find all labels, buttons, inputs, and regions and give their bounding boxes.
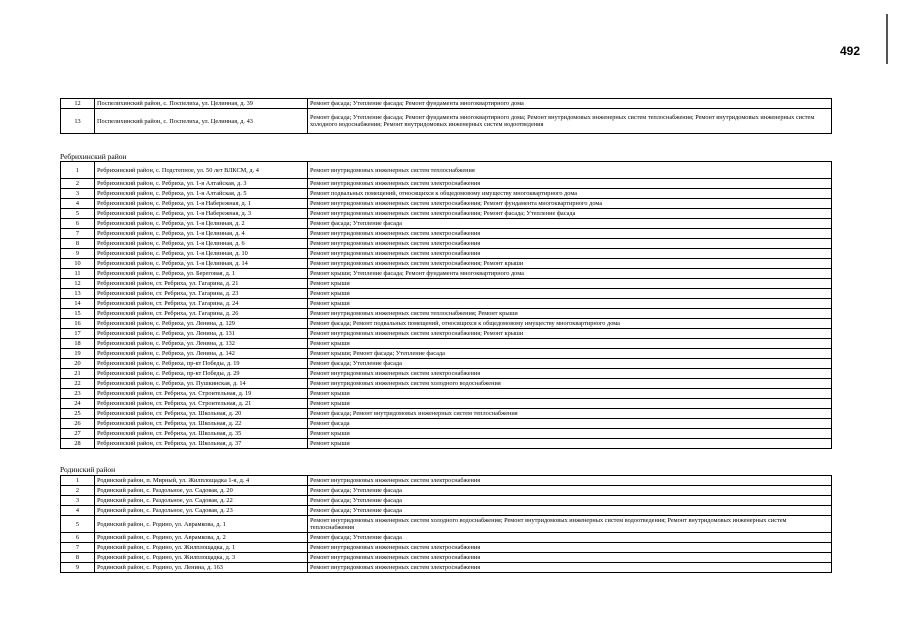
row-work: Ремонт крыши <box>308 439 832 449</box>
row-address: Ребрихинский район, ст. Ребриха, ул. Гагарина, д. 21 <box>95 279 308 289</box>
row-number: 21 <box>61 369 95 379</box>
table-district-2 <box>60 161 832 449</box>
table-row <box>61 409 832 419</box>
row-address: Ребрихинский район, ст. Ребриха, ул. Гагарина, д. 23 <box>95 289 308 299</box>
district-heading: Ребрихинский район <box>60 152 127 161</box>
row-address: Ребрихинский район, ст. Ребриха, ул. Школьная, д. 22 <box>95 419 308 429</box>
row-address: Ребрихинский район, с. Ребриха, ул. Пушкинская, д. 14 <box>95 379 308 389</box>
table-row <box>61 289 832 299</box>
row-number: 3 <box>61 496 95 506</box>
row-address: Ребрихинский район, ст. Ребриха, ул. Школьная, д. 35 <box>95 429 308 439</box>
row-number: 3 <box>61 189 95 199</box>
row-work: Ремонт крыши; Утепление фасада; Ремонт фундамента многоквартирного дома <box>308 269 832 279</box>
row-number: 17 <box>61 329 95 339</box>
table-row <box>61 99 832 109</box>
row-address: Поспелихинский район, с. Поспелиха, ул. Целинная, д. 39 <box>95 99 308 109</box>
row-work: Ремонт фасада <box>308 419 832 429</box>
row-work: Ремонт внутридомовых инженерных систем электроснабжения <box>308 249 832 259</box>
row-number: 6 <box>61 219 95 229</box>
row-work: Ремонт крыши <box>308 299 832 309</box>
row-number: 11 <box>61 269 95 279</box>
row-number: 16 <box>61 319 95 329</box>
table-row <box>61 259 832 269</box>
page-number: 492 <box>839 44 860 58</box>
row-number: 10 <box>61 259 95 269</box>
row-work: Ремонт внутридомовых инженерных систем электроснабжения <box>308 553 832 563</box>
row-work: Ремонт внутридомовых инженерных систем электроснабжения; Ремонт фундамента многоквартирного дома <box>308 199 832 209</box>
row-address: Родинский район, с. Родино, ул. Жилплощадка, д. 1 <box>95 543 308 553</box>
row-number: 20 <box>61 359 95 369</box>
row-work: Ремонт внутридомовых инженерных систем электроснабжения; Ремонт крыши <box>308 329 832 339</box>
row-number: 18 <box>61 339 95 349</box>
row-number: 19 <box>61 349 95 359</box>
row-work: Ремонт внутридомовых инженерных систем холодного водоснабжения <box>308 379 832 389</box>
row-number: 12 <box>61 99 95 109</box>
table-row <box>61 279 832 289</box>
row-work: Ремонт крыши <box>308 399 832 409</box>
table-row <box>61 389 832 399</box>
row-number: 15 <box>61 309 95 319</box>
row-address: Ребрихинский район, с. Ребриха, ул. 1-я Целинная, д. 6 <box>95 239 308 249</box>
table-row <box>61 299 832 309</box>
row-work: Ремонт крыши <box>308 279 832 289</box>
row-number: 4 <box>61 506 95 516</box>
table-row <box>61 269 832 279</box>
row-number: 26 <box>61 419 95 429</box>
table-row <box>61 379 832 389</box>
row-number: 8 <box>61 553 95 563</box>
row-address: Ребрихинский район, с. Ребриха, ул. Ленина, д. 132 <box>95 339 308 349</box>
row-address: Ребрихинский район, с. Ребриха, пр-кт Победы, д. 19 <box>95 359 308 369</box>
row-address: Ребрихинский район, ст. Ребриха, ул. Школьная, д. 37 <box>95 439 308 449</box>
row-address: Родинский район, с. Родино, ул. Жилплощадка, д. 3 <box>95 553 308 563</box>
row-number: 5 <box>61 209 95 219</box>
table-row <box>61 563 832 573</box>
row-work: Ремонт фасада; Утепление фасада; Ремонт фундамента многоквартирного дома; Ремонт внутридомовых инженерных систем теплоснабжения; Ремонт внутридомовых инженерных систем холодного водоснабжения; Ремонт внутридомовых инженерных систем водоотведения <box>308 109 832 134</box>
row-number: 9 <box>61 563 95 573</box>
table-row <box>61 419 832 429</box>
table-row <box>61 429 832 439</box>
row-address: Ребрихинский район, с. Ребриха, ул. 1-я Набережная, д. 3 <box>95 209 308 219</box>
row-work: Ремонт подвальных помещений, относящихся к общедомовому имуществу многоквартирного дома <box>308 189 832 199</box>
row-address: Родинский район, с. Родино, ул. Аврамкова, д. 1 <box>95 516 308 533</box>
row-work: Ремонт внутридомовых инженерных систем теплоснабжения; Ремонт крыши <box>308 309 832 319</box>
row-number: 27 <box>61 429 95 439</box>
row-work: Ремонт внутридомовых инженерных систем электроснабжения <box>308 239 832 249</box>
row-address: Ребрихинский район, с. Ребриха, ул. Береговая, д. 1 <box>95 269 308 279</box>
table-row <box>61 369 832 379</box>
row-work: Ремонт внутридомовых инженерных систем электроснабжения <box>308 179 832 189</box>
row-work: Ремонт крыши <box>308 429 832 439</box>
table-row <box>61 249 832 259</box>
row-work: Ремонт внутридомовых инженерных систем электроснабжения; Ремонт фасада; Утепление фасада <box>308 209 832 219</box>
row-number: 23 <box>61 389 95 399</box>
row-number: 4 <box>61 199 95 209</box>
row-number: 7 <box>61 543 95 553</box>
row-work: Ремонт внутридомовых инженерных систем теплоснабжения <box>308 162 832 179</box>
row-address: Ребрихинский район, с. Ребриха, ул. 1-я Набережная, д. 1 <box>95 199 308 209</box>
table-row <box>61 533 832 543</box>
table-row <box>61 162 832 179</box>
row-number: 2 <box>61 179 95 189</box>
row-address: Поспелихинский район, с. Поспелиха, ул. Целинная, д. 43 <box>95 109 308 134</box>
table-row <box>61 486 832 496</box>
row-number: 25 <box>61 409 95 419</box>
table-row <box>61 399 832 409</box>
row-work: Ремонт крыши <box>308 389 832 399</box>
row-work: Ремонт фасада; Ремонт внутридомовых инженерных систем теплоснабжения <box>308 409 832 419</box>
row-address: Родинский район, с. Раздольное, ул. Садовая, д. 20 <box>95 486 308 496</box>
table-row <box>61 179 832 189</box>
row-address: Родинский район, с. Родино, ул. Аврамкова, д. 2 <box>95 533 308 543</box>
row-work: Ремонт внутридомовых инженерных систем электроснабжения <box>308 229 832 239</box>
table-row <box>61 229 832 239</box>
row-work: Ремонт фасада; Ремонт подвальных помещений, относящихся к общедомовому имуществу многоквартирного дома <box>308 319 832 329</box>
row-address: Ребрихинский район, с. Ребриха, пр-кт Победы, д. 29 <box>95 369 308 379</box>
table-block-1 <box>60 98 832 134</box>
row-number: 2 <box>61 486 95 496</box>
row-number: 13 <box>61 289 95 299</box>
table-row <box>61 339 832 349</box>
row-number: 22 <box>61 379 95 389</box>
table-row <box>61 476 832 486</box>
row-number: 14 <box>61 299 95 309</box>
table-row <box>61 239 832 249</box>
table-row <box>61 439 832 449</box>
row-address: Ребрихинский район, с. Ребриха, ул. Ленина, д. 142 <box>95 349 308 359</box>
row-address: Ребрихинский район, с. Ребриха, ул. 1-я Алтайская, д. 5 <box>95 189 308 199</box>
table-row <box>61 359 832 369</box>
table-district-3 <box>60 475 832 573</box>
row-work: Ремонт фасада; Утепление фасада <box>308 533 832 543</box>
district-heading: Родинский район <box>60 465 116 474</box>
table-row <box>61 189 832 199</box>
row-work: Ремонт внутридомовых инженерных систем электроснабжения <box>308 476 832 486</box>
row-work: Ремонт фасада; Утепление фасада <box>308 219 832 229</box>
table-row <box>61 516 832 533</box>
table-row <box>61 109 832 134</box>
row-address: Ребрихинский район, с. Ребриха, ул. 1-я Целинная, д. 10 <box>95 249 308 259</box>
row-work: Ремонт фасада; Утепление фасада <box>308 486 832 496</box>
row-address: Ребрихинский район, с. Ребриха, ул. 1-я Алтайская, д. 3 <box>95 179 308 189</box>
table-row <box>61 319 832 329</box>
row-work: Ремонт внутридомовых инженерных систем холодного водоснабжения; Ремонт внутридомовых инженерных систем водоотведения; Ремонт внутридомовых инженерных систем теплоснабжения <box>308 516 832 533</box>
row-address: Родинский район, с. Раздольное, ул. Садовая, д. 22 <box>95 496 308 506</box>
row-work: Ремонт фасада; Утепление фасада <box>308 496 832 506</box>
table-row <box>61 309 832 319</box>
row-address: Ребрихинский район, с. Подстепное, ул. 50 лет ВЛКСМ, д. 4 <box>95 162 308 179</box>
row-work: Ремонт крыши <box>308 289 832 299</box>
table-row <box>61 209 832 219</box>
row-address: Родинский район, п. Мирный, ул. Жилплощадка 1-я, д. 4 <box>95 476 308 486</box>
page-edge-line <box>886 14 888 64</box>
row-work: Ремонт крыши; Ремонт фасада; Утепление фасада <box>308 349 832 359</box>
table-row <box>61 349 832 359</box>
row-address: Ребрихинский район, ст. Ребриха, ул. Гагарина, д. 26 <box>95 309 308 319</box>
row-number: 28 <box>61 439 95 449</box>
row-address: Ребрихинский район, ст. Ребриха, ул. Строительная, д. 19 <box>95 389 308 399</box>
row-address: Ребрихинский район, с. Ребриха, ул. 1-я Целинная, д. 2 <box>95 219 308 229</box>
row-number: 8 <box>61 239 95 249</box>
row-work: Ремонт внутридомовых инженерных систем электроснабжения; Ремонт крыши <box>308 259 832 269</box>
row-work: Ремонт фасада; Утепление фасада <box>308 506 832 516</box>
row-number: 7 <box>61 229 95 239</box>
row-number: 12 <box>61 279 95 289</box>
table-row <box>61 199 832 209</box>
row-work: Ремонт фасада; Утепление фасада <box>308 359 832 369</box>
row-number: 9 <box>61 249 95 259</box>
table-row <box>61 219 832 229</box>
row-address: Ребрихинский район, с. Ребриха, ул. 1-я Целинная, д. 4 <box>95 229 308 239</box>
row-work: Ремонт внутридомовых инженерных систем электроснабжения <box>308 369 832 379</box>
table-row <box>61 506 832 516</box>
row-work: Ремонт внутридомовых инженерных систем электроснабжения <box>308 543 832 553</box>
row-address: Ребрихинский район, ст. Ребриха, ул. Школьная, д. 20 <box>95 409 308 419</box>
row-address: Ребрихинский район, ст. Ребриха, ул. Строительная, д. 21 <box>95 399 308 409</box>
row-number: 13 <box>61 109 95 134</box>
row-address: Ребрихинский район, с. Ребриха, ул. Ленина, д. 129 <box>95 319 308 329</box>
row-number: 5 <box>61 516 95 533</box>
row-work: Ремонт крыши <box>308 339 832 349</box>
table-row <box>61 329 832 339</box>
table-row <box>61 553 832 563</box>
row-address: Родинский район, с. Родино, ул. Ленина, д. 163 <box>95 563 308 573</box>
row-number: 1 <box>61 162 95 179</box>
row-address: Ребрихинский район, с. Ребриха, ул. 1-я Целинная, д. 14 <box>95 259 308 269</box>
row-work: Ремонт внутридомовых инженерных систем электроснабжения <box>308 563 832 573</box>
row-address: Ребрихинский район, ст. Ребриха, ул. Гагарина, д. 24 <box>95 299 308 309</box>
row-address: Ребрихинский район, с. Ребриха, ул. Ленина, д. 131 <box>95 329 308 339</box>
row-work: Ремонт фасада; Утепление фасада; Ремонт фундамента многоквартирного дома <box>308 99 832 109</box>
row-number: 1 <box>61 476 95 486</box>
row-number: 6 <box>61 533 95 543</box>
row-number: 24 <box>61 399 95 409</box>
table-row <box>61 496 832 506</box>
row-address: Родинский район, с. Раздольное, ул. Садовая, д. 23 <box>95 506 308 516</box>
table-row <box>61 543 832 553</box>
